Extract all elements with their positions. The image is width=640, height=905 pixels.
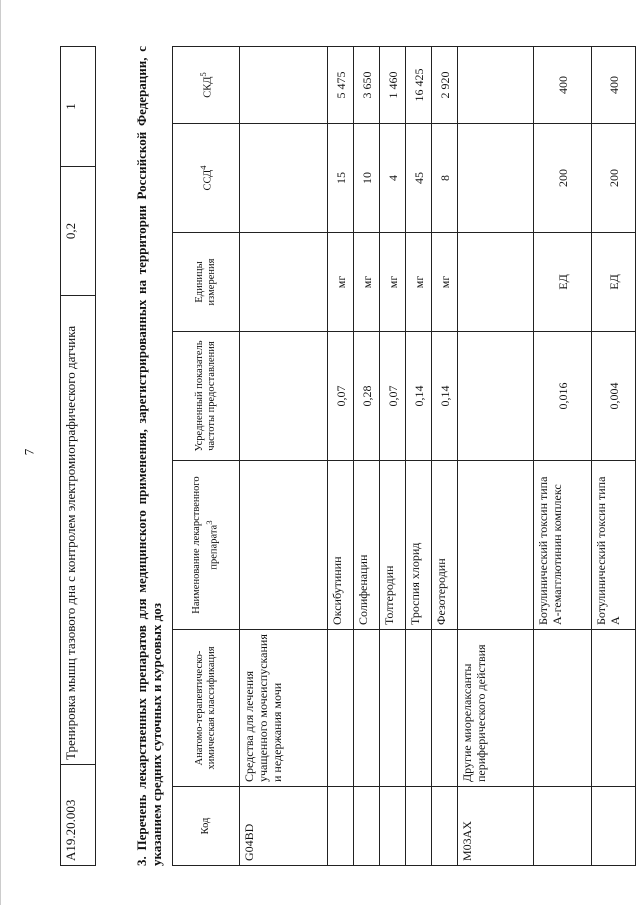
- row-frequency: 0,07: [328, 331, 354, 460]
- row-frequency: 0,016: [534, 331, 592, 460]
- table-row: [240, 46, 328, 865]
- row-frequency: 0,07: [380, 331, 406, 460]
- table-row: [592, 46, 636, 865]
- row-ssd: [240, 123, 328, 232]
- table-row: [534, 46, 592, 865]
- row-drug: Ботулинический токсин типа А-гемагглютинин комплекс: [534, 460, 592, 629]
- row-frequency: 0,004: [592, 331, 636, 460]
- row-skd: 16 425: [406, 46, 432, 123]
- row-unit: мг: [328, 232, 354, 331]
- row-skd: [458, 46, 534, 123]
- header-ssd: ССД$^4$: [173, 123, 240, 232]
- header-atc: Анатомо-терапевтическо-химическая классификация: [173, 629, 240, 786]
- row-code: [380, 786, 406, 865]
- row-unit: ЕД: [534, 232, 592, 331]
- row-skd: 2 920: [432, 46, 458, 123]
- row-atc: [354, 629, 380, 786]
- row-unit: мг: [406, 232, 432, 331]
- table-row: [328, 46, 354, 865]
- row-drug: [240, 460, 328, 629]
- row-atc: [432, 629, 458, 786]
- table-row: [406, 46, 432, 865]
- row-code: [406, 786, 432, 865]
- row-unit: мг: [354, 232, 380, 331]
- row-code: M03AX: [458, 786, 534, 865]
- table-row: [61, 46, 96, 865]
- row-atc: [328, 629, 354, 786]
- header-skd: СКД$^5$: [173, 46, 240, 123]
- row-drug: Фезотеродин: [432, 460, 458, 629]
- row-unit: [458, 232, 534, 331]
- row-drug: Ботулинический токсин типа А: [592, 460, 636, 629]
- row-frequency: 0,14: [406, 331, 432, 460]
- row-drug: Оксибутинин: [328, 460, 354, 629]
- service-name: Тренировка мышц тазового дна с контролем электромиографического датчика: [61, 295, 96, 764]
- section-heading: 3. Перечень лекарственных препаратов для медицинского применения, зарегистрированных на территории Российской Федерации, с указанием средних суточных и курсовых доз: [134, 45, 164, 866]
- service-code: A19.20.003: [61, 764, 96, 865]
- table-row: [354, 46, 380, 865]
- row-drug: Толтеродин: [380, 460, 406, 629]
- page-number: 7: [21, 448, 37, 456]
- row-skd: 5 475: [328, 46, 354, 123]
- row-skd: 3 650: [354, 46, 380, 123]
- row-ssd: 10: [354, 123, 380, 232]
- row-ssd: 45: [406, 123, 432, 232]
- row-atc: [380, 629, 406, 786]
- row-unit: ЕД: [592, 232, 636, 331]
- row-ssd: [458, 123, 534, 232]
- drugs-table: [172, 46, 636, 866]
- row-skd: [240, 46, 328, 123]
- row-code: [432, 786, 458, 865]
- header-unit: Единицы измерения: [173, 232, 240, 331]
- row-drug: Троспия хлорид: [406, 460, 432, 629]
- row-skd: 1 460: [380, 46, 406, 123]
- row-atc: [406, 629, 432, 786]
- row-frequency: [458, 331, 534, 460]
- row-atc: Средства для лечения учащенного мочеиспускания и недержания мочи: [240, 629, 328, 786]
- row-frequency: 0,28: [354, 331, 380, 460]
- row-code: [592, 786, 636, 865]
- previous-services-table: [60, 46, 96, 866]
- row-atc: Другие миорелаксанты периферического действия: [458, 629, 534, 786]
- row-ssd: 15: [328, 123, 354, 232]
- row-atc: [592, 629, 636, 786]
- row-unit: мг: [380, 232, 406, 331]
- row-ssd: 4: [380, 123, 406, 232]
- table-row: [380, 46, 406, 865]
- table-row: [458, 46, 534, 865]
- row-unit: [240, 232, 328, 331]
- row-ssd: 200: [534, 123, 592, 232]
- row-ssd: 8: [432, 123, 458, 232]
- row-code: [534, 786, 592, 865]
- row-skd: 400: [534, 46, 592, 123]
- row-code: G04BD: [240, 786, 328, 865]
- header-code: Код: [173, 786, 240, 865]
- row-drug: Солифенацин: [354, 460, 380, 629]
- row-ssd: 200: [592, 123, 636, 232]
- row-unit: мг: [432, 232, 458, 331]
- header-frequency: Усредненный показатель частоты предоставления: [173, 331, 240, 460]
- rotated-page-content: [0, 18, 640, 888]
- row-atc: [534, 629, 592, 786]
- row-drug: [458, 460, 534, 629]
- row-code: [354, 786, 380, 865]
- row-frequency: 0,14: [432, 331, 458, 460]
- header-drug: Наименование лекарственного препарата$^3$: [173, 460, 240, 629]
- row-code: [328, 786, 354, 865]
- row-skd: 400: [592, 46, 636, 123]
- table-row: [432, 46, 458, 865]
- service-value-1: 0,2: [61, 166, 96, 295]
- service-value-2: 1: [61, 46, 96, 166]
- table-header-row: [173, 46, 240, 865]
- row-frequency: [240, 331, 328, 460]
